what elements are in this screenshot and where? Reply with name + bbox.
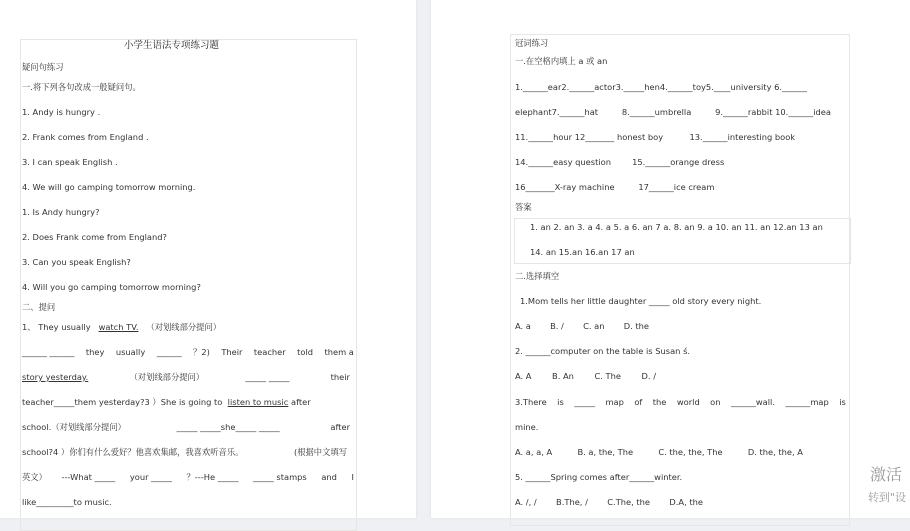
ask-row-2-part: them a	[324, 347, 354, 357]
ask-row-5	[22, 422, 350, 433]
ask-row-7-part: ---What _____	[61, 472, 116, 482]
choice-q1-option: D. the	[623, 321, 649, 331]
ask-row-2	[22, 347, 354, 358]
choice-q5-option: A. /, /	[515, 497, 537, 507]
ask-row-7-part: your _____	[129, 472, 172, 482]
ask-row-7-part: 英文）	[22, 472, 47, 482]
ask-row-4-prefix: teacher_____them yesterday?3 ）She is going to	[22, 397, 223, 407]
question-2: 2. Does Frank come from England?	[22, 232, 167, 242]
fill-row-2	[515, 107, 831, 118]
ask-row-3-part: their	[330, 372, 350, 382]
ask-row-1-prefix: 1、 They usually	[22, 322, 91, 332]
ask-row-1-underlined: watch TV.	[98, 322, 139, 332]
fill-row-5-part: 16_______X-ray machine	[515, 182, 615, 192]
ask-row-7-part: ？---He _____	[186, 472, 239, 482]
ask-row-5-part: _____ _____she_____ _____	[176, 422, 280, 432]
question-3: 3. Can you speak English?	[22, 257, 131, 267]
choice-q3-continued: mine.	[515, 422, 539, 432]
section-title-ask: 二、提问	[22, 302, 56, 312]
fill-row-4-part: 15.______orange dress	[632, 157, 725, 167]
ask-row-2-part: teacher	[253, 347, 286, 357]
ask-row-2-part: usually	[115, 347, 146, 357]
choice-q1-option: C. an	[583, 321, 605, 331]
choice-q2: 2. ______computer on the table is Susan ś.	[515, 346, 691, 356]
ask-row-4-underlined: listen to music	[227, 397, 289, 407]
fill-row-4-part: 14.______easy question	[515, 157, 611, 167]
statement-3: 3. I can speak English .	[22, 157, 118, 167]
choice-q2-option: B. An	[552, 371, 574, 381]
choice-section-title: 二.选择填空	[515, 271, 560, 281]
ask-row-6-part: school?4 ）你们有什么爱好？他喜欢集邮，我喜欢听音乐。	[22, 447, 244, 457]
question-1: 1. Is Andy hungry?	[22, 207, 100, 217]
choice-q3-part: ______wall.	[730, 397, 775, 407]
choice-q3-part: ______map	[785, 397, 829, 407]
choice-q2-option: C. The	[594, 371, 621, 381]
ask-row-4-suffix: after	[290, 397, 311, 407]
choice-q3-option: B. a, the, The	[577, 447, 634, 457]
ask-row-2-part: ______ ______	[22, 347, 75, 357]
ask-row-7-part: _____ stamps	[253, 472, 307, 482]
choice-q2-option: A. A	[515, 371, 532, 381]
instruction-1: 一.将下列各句改成一般疑问句。	[22, 82, 141, 92]
ask-row-2-part: ？2)	[193, 347, 210, 357]
choice-q1-options	[515, 321, 649, 332]
fill-row-2-part: 8.______umbrella	[621, 107, 692, 117]
answer-line-2: 14. an 15.an 16.an 17 an	[530, 247, 635, 257]
ask-row-1-suffix: （对划线部分提问）	[146, 322, 222, 332]
choice-q3-option: A. a, a, A	[515, 447, 553, 457]
choice-q3-part: 3.There	[515, 397, 547, 407]
statement-1: 1. Andy is hungry .	[22, 107, 101, 117]
ask-row-5-part: after	[330, 422, 350, 432]
ask-row-6-part: (根据中文填写	[293, 447, 347, 457]
ask-row-2-part: they	[85, 347, 105, 357]
choice-q1: 1.Mom tells her little daughter _____ old story every night.	[520, 296, 762, 306]
choice-q3-options	[515, 447, 803, 458]
ask-row-1	[22, 322, 221, 333]
left-page	[0, 0, 416, 518]
ask-row-7	[22, 472, 354, 483]
fill-row-3-part: 11.______hour 12_______ honest boy	[515, 132, 664, 142]
fill-row-5-part: 17______ice cream	[638, 182, 715, 192]
choice-q3	[515, 397, 846, 408]
ask-row-3	[22, 372, 350, 383]
choice-q5-option: C.The, the	[607, 497, 651, 507]
choice-q5: 5. ______Spring comes after______winter.	[515, 472, 683, 482]
worksheet-title: 小学生语法专项练习题	[124, 40, 220, 51]
choice-q3-part: map	[605, 397, 624, 407]
fill-row-4	[515, 157, 724, 168]
fill-row-3-part: 13.______interesting book	[689, 132, 796, 142]
choice-q5-option: B.The, /	[556, 497, 588, 507]
ask-row-6	[22, 447, 347, 458]
ask-row-5-part: school.（对划线部分提问）	[22, 422, 126, 432]
ask-row-3-part: _____ _____	[245, 372, 290, 382]
section-title-questions: 疑问句练习	[22, 62, 64, 72]
fill-row-2-part: elephant7.______hat	[515, 107, 599, 117]
ask-row-2-part: Their	[221, 347, 243, 357]
ask-row-4	[22, 397, 311, 408]
answer-line-1: 1. an 2. an 3. a 4. a 5. a 6. an 7 a. 8. an 9. a 10. an 11. an 12.an 13 an	[530, 222, 823, 232]
choice-q3-part: the	[652, 397, 667, 407]
right-page	[431, 0, 910, 518]
ask-row-7-part: and	[321, 472, 337, 482]
fill-row-5	[515, 182, 714, 193]
ask-row-3-part: （对划线部分提问）	[129, 372, 205, 382]
choice-q3-part: on	[710, 397, 721, 407]
fill-row-1: 1.______ear2.______actor3._____hen4.______toy5.____university 6.______	[515, 82, 807, 92]
choice-q1-option: B. /	[550, 321, 564, 331]
ask-row-8: like_________to music.	[22, 497, 112, 507]
choice-q2-option: D. /	[641, 371, 656, 381]
answer-label: 答案	[515, 202, 532, 212]
article-instruction: 一.在空格内填上 a 或 an	[515, 56, 608, 66]
choice-q1-option: A. a	[515, 321, 531, 331]
choice-q3-option: D. the, the, A	[747, 447, 803, 457]
choice-q5-option: D.A, the	[669, 497, 703, 507]
ask-row-3-part: story yesterday.	[22, 372, 89, 382]
choice-q3-part: is	[839, 397, 846, 407]
ask-row-7-part: I	[351, 472, 354, 482]
choice-q3-part: of	[634, 397, 643, 407]
fill-row-3	[515, 132, 795, 143]
activation-watermark-line2: 转到"设	[867, 491, 906, 504]
choice-q3-part: _____	[574, 397, 595, 407]
statement-4: 4. We will go camping tomorrow morning.	[22, 182, 196, 192]
choice-q3-part: world	[676, 397, 700, 407]
question-4: 4. Will you go camping tomorrow morning?	[22, 282, 201, 292]
choice-q5-options	[515, 497, 703, 508]
statement-2: 2. Frank comes from England .	[22, 132, 149, 142]
activation-watermark-line1: 激活	[869, 465, 902, 484]
choice-q3-option: C. the, the, The	[658, 447, 723, 457]
ask-row-2-part: ______	[156, 347, 182, 357]
choice-q2-options	[515, 371, 656, 382]
ask-row-2-part: told	[297, 347, 314, 357]
article-section-header: 冠词练习	[515, 38, 549, 48]
choice-q3-part: is	[557, 397, 564, 407]
fill-row-2-part: 9.______rabbit 10.______idea	[715, 107, 831, 117]
